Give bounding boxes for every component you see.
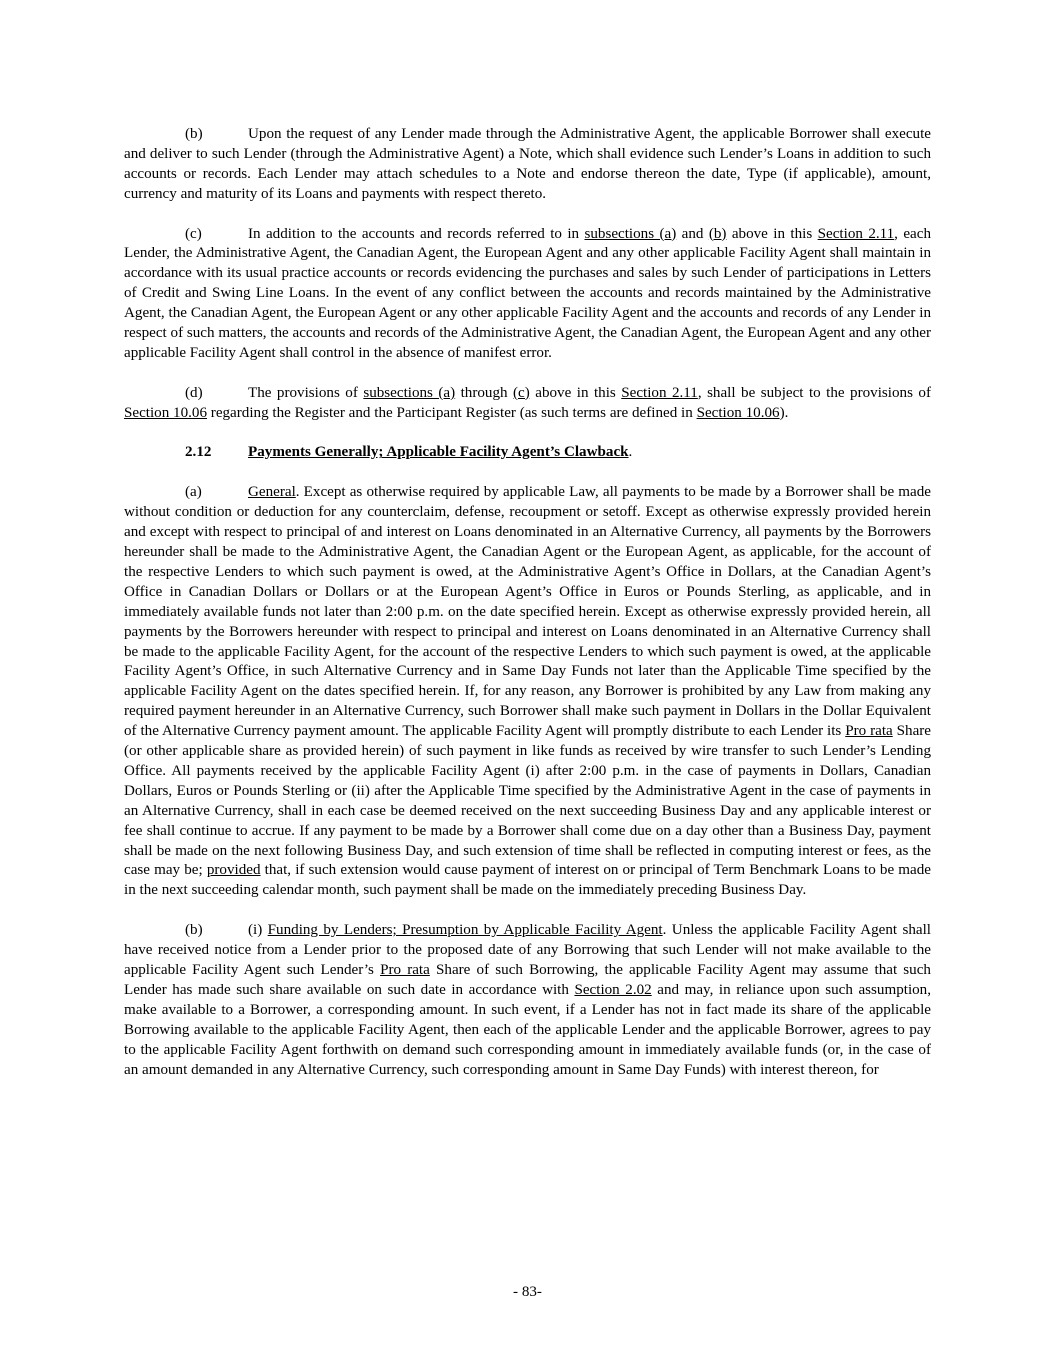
text-run: , shall be subject to the provisions of [697,384,931,401]
text-run: . Except as otherwise required by applicable Law, all payments to be made by a Borrower shall be made without condition or deduction for any counterclaim, defense, recoupment or setoff. Except as otherwise expressly provided herein and except with respect to principal of and interest on Loans denominated in an Alternative Currency, all payments by the Borrowers hereunder shall be made to the Administrative Agent, the Canadian Agent or the European Agent, as applicable, for the account of the respective Lenders to which such payment is owed, at the Administrative Agent’s Office in Dollars, at the Canadian Agent’s Office in Canadian Dollars or Dollars or at the European Agent’s Office in Euros or Pounds Sterling, as applicable, and in immediately available funds not later than 2:00 p.m. on the date specified herein. Except as otherwise expressly provided herein, all payments by the Borrowers hereunder with respect to principal and interest on Loans denominated in an Alternative Currency shall be made to the applicable Facility Agent, for the account of the respective Lenders to which such payment is owed, at the applicable Facility Agent’s Office, in such Alternative Currency and in Same Day Funds not later than the Applicable Time specified by the applicable Facility Agent on the dates specified herein. If, for any reason, any Borrower is prohibited by any Law from making any required payment hereunder in an Alternative Currency, such Borrower shall make such payment in Dollars in the Dollar Equivalent of the Alternative Currency payment amount. The applicable Facility Agent will promptly distribute to each Lender its [124,484,931,740]
text-run: The provisions of [248,384,364,401]
cross-reference-subsection-b: (b) [708,225,727,242]
text-run: above in this [529,384,622,401]
paragraph-text: Upon the request of any Lender made through the Administrative Agent, the applicable Borrower shall execute and deliver to such Lender (through the Administrative Agent) a Note, which shall evidence such Lender’s Loans in addition to such accounts or records. Each Lender may attach schedules to a Note and endorse thereon the date, Type (if applicable), amount, currency and maturity of its Loans and payments with respect thereto. [124,126,931,202]
paragraph-b-i [124,921,931,1080]
cross-reference-section: Section 2.11 [817,225,895,242]
paragraph-label: (d) [185,384,203,401]
text-run: and may, in reliance upon such assumption, make available to a Borrower, a corresponding amount. In such event, if a Lender has not in fact made its share of the applicable Borrowing available to the applicable Facility Agent, then each of the applicable Lender and the applicable Borrower, agrees to pay to the applicable Facility Agent forthwith on demand such corresponding amount in immediately available funds (or, in the case of an amount demanded in any Alternative Currency, such corresponding amount in Same Day Funds) with interest thereon, for [124,981,932,1078]
pro-rata-term: Pro rata [845,723,893,740]
text-run: Share of such Borrowing, the applicable Facility Agent may assume that such Lender has made such share available on such date in accordance with [124,961,931,998]
paragraph-label: (c) [185,225,202,242]
text-run: above in this [726,225,818,242]
cross-reference-section: Section 2.02 [574,981,652,998]
paragraph-label: (b) [185,922,203,939]
paragraph-label: (a) [185,484,202,501]
text-run: through [455,384,514,401]
paragraph-label: (b) [185,126,203,142]
cross-reference-section-10-06: Section 10.06 [696,404,780,421]
paragraph-c [124,225,931,364]
section-heading [124,443,931,463]
paragraph-caption: General [248,484,296,501]
section-number: 2.12 [185,444,212,461]
text-run: , each Lender, the Administrative Agent, the Canadian Agent, the European Agent and any other applicable Facility Agent shall maintain in accordance with its usual practice accounts or records evidencing the purchases and sales by such Lender of participations in Letters of Credit and Swing Line Loans. In the event of any conflict between the accounts and records maintained by the Administrative Agent, the Canadian Agent, the European Agent or any other applicable Facility Agent and the accounts and records of any Lender in respect of such matters, the accounts and records of the Administrative Agent, the Canadian Agent, the European Agent and any other applicable Facility Agent shall control in the absence of manifest error. [124,225,931,361]
cross-reference-section: Section 2.11 [621,384,698,401]
section-title: Payments Generally; Applicable Facility Agent’s Clawback [248,444,629,461]
text-run: ). [779,404,789,421]
paragraph-b [124,125,931,205]
provided-term: provided [206,862,261,879]
cross-reference-subsection-a: subsections (a) [363,384,456,401]
paragraph-a [124,483,931,901]
document-page [124,125,931,1100]
section-title-period: . [628,444,633,461]
text-run: that, if such extension would cause payment of interest on or principal of Term Benchmark Loans to be made in the next succeeding calendar month, such payment shall be made on the immediately preceding Business Day. [124,862,931,899]
text-run: In addition to the accounts and records referred to in [248,225,585,242]
text-run: . Unless the applicable Facility Agent shall have received notice from a Lender prior to the proposed date of any Borrowing that such Lender will not make available to the applicable Facility Agent such Lender’s [124,922,932,978]
text-run: regarding the Register and the Participant Register (as such terms are defined in [207,404,697,421]
subparagraph-label: (i) [248,922,263,939]
paragraph-caption: Funding by Lenders; Presumption by Applicable Facility Agent [267,922,663,939]
paragraph-d [124,384,931,424]
page-number: - 83- [513,1284,542,1300]
cross-reference-subsection-a: subsections (a) [584,225,677,242]
pro-rata-term: Pro rata [380,961,430,978]
text-run: Share (or other applicable share as provided herein) of such payment in like funds as received by wire transfer to such Lender’s Lending Office. All payments received by the applicable Facility Agent (i) after 2:00 p.m. in the case of payments in Dollars, Canadian Dollars, Euros or Pounds Sterling or (ii) after the Applicable Time specified by the Administrative Agent in the case of payments in an Alternative Currency, shall in each case be deemed received on the next succeeding Business Day and any applicable interest or fee shall continue to accrue. If any payment to be made by a Borrower shall come due on a day other than a Business Day, payment shall be made on the next following Business Day, and such extension of time shall be reflected in computing interest or fees, as the case may be; [124,723,931,879]
cross-reference-section-10-06: Section 10.06 [124,404,208,421]
text-run: and [676,225,709,242]
cross-reference-subsection-c: (c) [513,384,530,401]
